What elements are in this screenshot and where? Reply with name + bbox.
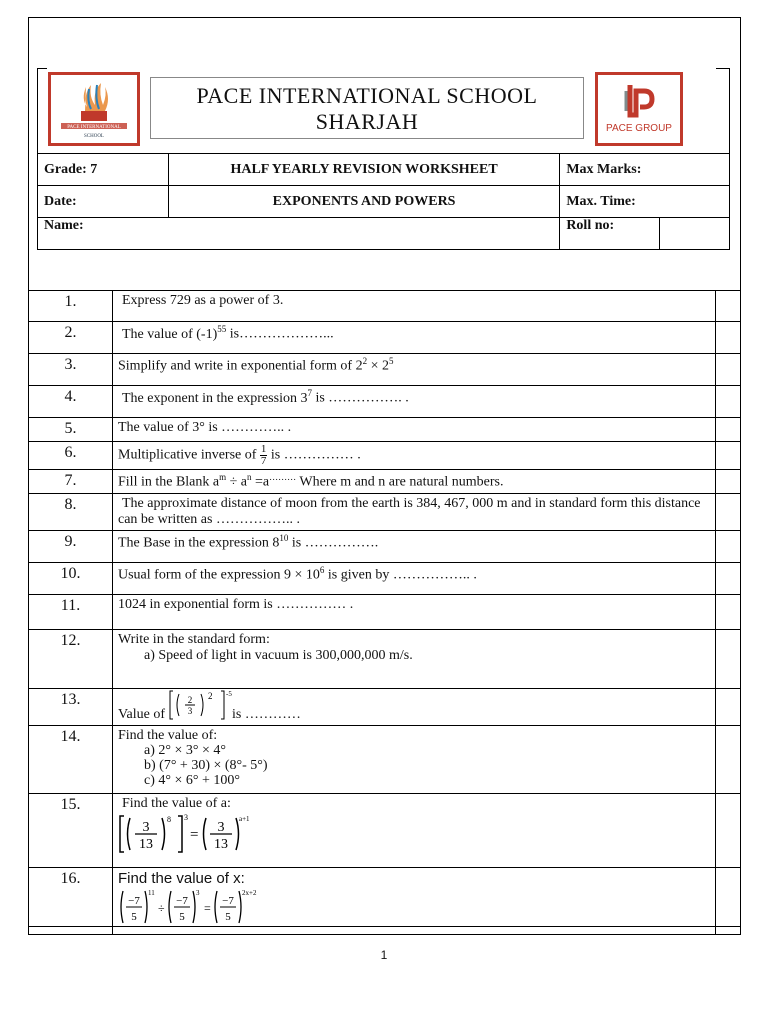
question-row	[29, 494, 741, 531]
svg-text:5: 5	[131, 911, 137, 923]
question-text: Fill in the Blank $a^m \div a^n =a^{\dots\dots\dots}$ Where m and n are natural numbers.	[113, 470, 716, 494]
header-border-left	[37, 68, 38, 154]
question-row	[29, 868, 741, 935]
svg-text:a+1: a+1	[239, 815, 250, 823]
question-number: 10.	[29, 563, 113, 595]
question-row	[29, 470, 741, 494]
question-row	[29, 442, 741, 470]
question-text: Simplify and write in exponential form of $2^2 \times 2^5$	[113, 354, 716, 386]
info-table	[37, 153, 730, 250]
svg-text:5: 5	[179, 911, 185, 923]
max-marks-cell: Max Marks:	[560, 154, 730, 186]
mark-cell	[716, 563, 741, 595]
svg-text:2: 2	[207, 691, 213, 701]
svg-text:SCHOOL: SCHOOL	[83, 134, 105, 139]
questions-table	[28, 290, 741, 935]
school-name: PACE INTERNATIONAL SCHOOL	[196, 83, 538, 108]
header-border-right	[729, 68, 730, 154]
mark-cell	[716, 470, 741, 494]
svg-text:=: =	[204, 901, 211, 915]
svg-text:PACE GROUP: PACE GROUP	[606, 123, 672, 134]
question-text: Value of 2 3 2 -5 is …………	[113, 689, 716, 726]
question-number: 8.	[29, 494, 113, 531]
svg-text:3: 3	[184, 813, 188, 822]
svg-text:8: 8	[167, 815, 171, 824]
question-number: 13.	[29, 689, 113, 726]
question-number: 11.	[29, 595, 113, 630]
question-number: 7.	[29, 470, 113, 494]
svg-text:3: 3	[142, 820, 150, 835]
question-text: Find the value of a: 3 13 8 3 = 3 13 a+1	[113, 794, 716, 868]
mark-cell	[716, 354, 741, 386]
question-text: The exponent in the expression $3^7$ is ……………. .	[113, 386, 716, 418]
question-text: Multiplicative inverse of $\frac{1}{7}$ is …………… .	[113, 442, 716, 470]
svg-text:11: 11	[148, 889, 155, 897]
mark-cell	[716, 726, 741, 794]
page-number: 1	[380, 948, 388, 962]
school-city: SHARJAH	[315, 109, 419, 134]
question-text: Write in the standard form: a) Speed of light in vacuum is 300,000,000 m/s.	[113, 630, 716, 689]
question-text: The approximate distance of moon from the earth is 384, 467, 000 m and in standard form this distance can be written as …………….. .	[113, 494, 716, 531]
svg-text:−7: −7	[176, 895, 188, 907]
header-corner-right	[716, 68, 730, 69]
question-text: The value of $(-1)^{55}$ is………………...	[113, 322, 716, 354]
question-number: 16.	[29, 868, 113, 935]
question-text: Express 729 as a power of 3.	[113, 291, 716, 322]
question-text: Find the value of: a) 2° × 3° × 4° b) (7° + 30) × (8°- 5°) c) 4° × 6° + 100°	[113, 726, 716, 794]
question-number: 14.	[29, 726, 113, 794]
max-time-cell: Max. Time:	[560, 186, 730, 218]
date-cell: Date:	[38, 186, 169, 218]
name-cell: Name:	[38, 218, 560, 250]
question-row	[29, 726, 741, 794]
spacer	[28, 244, 741, 290]
mark-cell	[716, 442, 741, 470]
fraction: $\frac{1}{7}$	[260, 443, 267, 467]
school-logo	[48, 72, 140, 146]
question-number: 1.	[29, 291, 113, 322]
svg-text:3: 3	[217, 820, 225, 835]
svg-text:−7: −7	[128, 895, 140, 907]
svg-text:3: 3	[187, 706, 192, 716]
question-row	[29, 630, 741, 689]
question-number: 6.	[29, 442, 113, 470]
svg-text:13: 13	[139, 837, 153, 852]
svg-text:13: 13	[214, 837, 228, 852]
question-row	[29, 291, 741, 322]
question-number: 15.	[29, 794, 113, 868]
question-text: Find the value of x: −7 5 11 ÷ −7 5 3 = −7 5 2x+2	[113, 868, 716, 935]
group-logo	[595, 72, 683, 146]
mark-cell	[716, 291, 741, 322]
question-text: The Base in the expression $8^{10}$ is …………….	[113, 531, 716, 563]
question-number: 9.	[29, 531, 113, 563]
question-text: Usual form of the expression $9 \times 10^6$ is given by …………….. .	[113, 563, 716, 595]
question-number: 4.	[29, 386, 113, 418]
header-corner-left	[37, 68, 47, 69]
topic-title: EXPONENTS AND POWERS	[168, 186, 559, 218]
question-row	[29, 595, 741, 630]
svg-text:-5: -5	[225, 690, 232, 698]
flame-logo-icon	[51, 75, 137, 143]
pace-group-logo-icon	[598, 75, 680, 143]
roll-cell: Roll no:	[560, 218, 660, 250]
question-row	[29, 386, 741, 418]
svg-text:5: 5	[225, 911, 231, 923]
worksheet-title: HALF YEARLY REVISION WORKSHEET	[168, 154, 559, 186]
svg-text:2x+2: 2x+2	[242, 889, 257, 897]
grade-cell: Grade: 7	[38, 154, 169, 186]
question-row	[29, 354, 741, 386]
mark-cell	[716, 868, 741, 935]
svg-text:PACE INTERNATIONAL: PACE INTERNATIONAL	[67, 125, 121, 130]
question-row	[29, 794, 741, 868]
mark-cell	[716, 494, 741, 531]
question-text: The value of 3° is ………….. .	[113, 418, 716, 442]
equation-16	[118, 887, 268, 927]
mark-cell	[716, 630, 741, 689]
question-number: 2.	[29, 322, 113, 354]
svg-text:2: 2	[187, 695, 192, 705]
mark-cell	[716, 595, 741, 630]
svg-text:÷: ÷	[158, 901, 165, 915]
mark-cell	[716, 418, 741, 442]
question-number: 5.	[29, 418, 113, 442]
question-row	[29, 418, 741, 442]
question-number: 3.	[29, 354, 113, 386]
question-row	[29, 689, 741, 726]
power-expression	[169, 689, 232, 723]
question-text: 1024 in exponential form is …………… .	[113, 595, 716, 630]
svg-text:3: 3	[196, 889, 200, 897]
svg-text:=: =	[190, 827, 199, 843]
question-row	[29, 531, 741, 563]
mark-cell	[716, 322, 741, 354]
mark-cell	[716, 531, 741, 563]
equation-15	[118, 812, 248, 856]
question-row	[29, 563, 741, 595]
mark-cell	[716, 689, 741, 726]
school-title-box	[150, 77, 584, 139]
question-row	[29, 322, 741, 354]
mark-cell	[716, 794, 741, 868]
question-number: 12.	[29, 630, 113, 689]
mark-cell	[716, 386, 741, 418]
svg-text:−7: −7	[222, 895, 234, 907]
